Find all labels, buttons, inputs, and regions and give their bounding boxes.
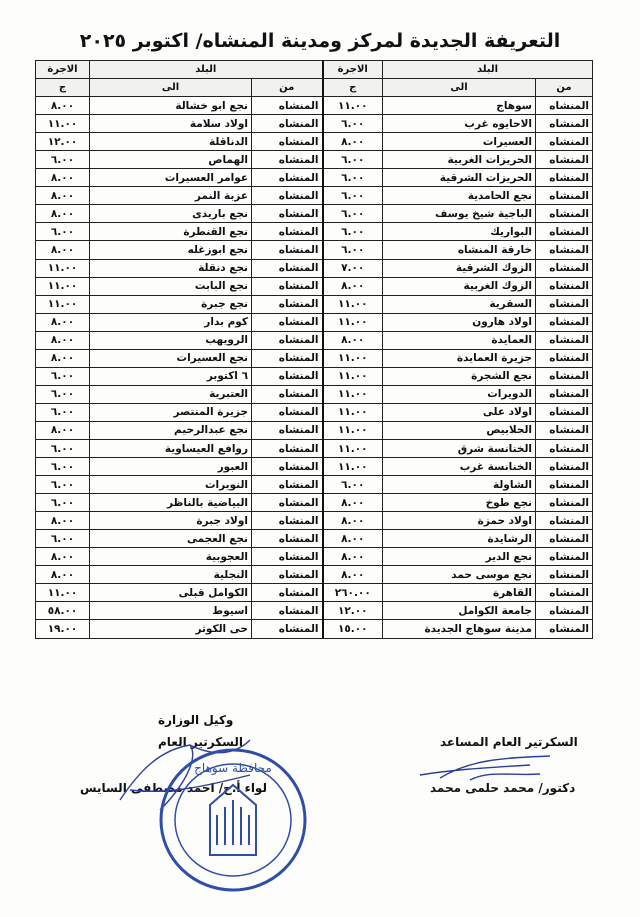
table-row (36, 259, 593, 277)
fare-cell-right: ٦.٠٠ (323, 115, 383, 133)
from-cell-left: المنشاه (252, 403, 323, 421)
header-fare-left: الاجرة (36, 61, 90, 79)
table-row (36, 494, 593, 512)
from-cell-right: المنشاه (536, 494, 593, 512)
table-row (36, 187, 593, 205)
table-row (36, 476, 593, 494)
from-cell-right: المنشاه (536, 313, 593, 331)
to-cell-left: ٦ اكتوبر (90, 367, 252, 385)
fare-cell-left: ٦.٠٠ (36, 367, 90, 385)
fare-cell-right: ٨.٠٠ (323, 530, 383, 548)
fare-cell-right: ٦.٠٠ (323, 223, 383, 241)
fare-cell-right: ١١.٠٠ (323, 439, 383, 457)
to-cell-right: السقرية (383, 295, 536, 313)
fare-cell-right: ٨.٠٠ (323, 512, 383, 530)
to-cell-left: جزيرة المنتصر (90, 403, 252, 421)
from-cell-left: المنشاه (252, 151, 323, 169)
table-row (36, 313, 593, 331)
from-cell-left: المنشاه (252, 439, 323, 457)
fare-cell-left: ٨.٠٠ (36, 421, 90, 439)
from-cell-right: المنشاه (536, 259, 593, 277)
fare-cell-right: ١١.٠٠ (323, 421, 383, 439)
to-cell-left: نجع جبرة (90, 295, 252, 313)
fare-cell-left: ٨.٠٠ (36, 512, 90, 530)
table-row (36, 151, 593, 169)
to-cell-left: نجع البابت (90, 277, 252, 295)
to-cell-left: نجع عبدالرحيم (90, 421, 252, 439)
from-cell-left: المنشاه (252, 349, 323, 367)
fare-cell-right: ٦.٠٠ (323, 241, 383, 259)
from-cell-right: المنشاه (536, 205, 593, 223)
from-cell-right: المنشاه (536, 458, 593, 476)
assistant-secretary-title: السكرتير العام المساعد (440, 735, 578, 749)
from-cell-left: المنشاه (252, 187, 323, 205)
fare-cell-right: ١١.٠٠ (323, 295, 383, 313)
to-cell-left: العتبرية (90, 385, 252, 403)
table-row (36, 205, 593, 223)
fare-cell-right: ١١.٠٠ (323, 458, 383, 476)
from-cell-left: المنشاه (252, 512, 323, 530)
from-cell-left: المنشاه (252, 169, 323, 187)
to-cell-right: الشاولة (383, 476, 536, 494)
to-cell-right: الحريزات الغربية (383, 151, 536, 169)
fare-cell-right: ٦.٠٠ (323, 151, 383, 169)
to-cell-right: اولاد على (383, 403, 536, 421)
fare-cell-left: ٦.٠٠ (36, 385, 90, 403)
table-row (36, 115, 593, 133)
to-cell-left: الدناقلة (90, 133, 252, 151)
from-cell-right: المنشاه (536, 169, 593, 187)
table-row (36, 530, 593, 548)
secretary-general-title: السكرتير العام (158, 735, 244, 749)
fare-cell-right: ١١.٠٠ (323, 97, 383, 115)
from-cell-right: المنشاه (536, 602, 593, 620)
header-row-1 (36, 61, 593, 79)
to-cell-right: العسيرات (383, 133, 536, 151)
fare-cell-left: ٨.٠٠ (36, 349, 90, 367)
from-cell-right: المنشاه (536, 223, 593, 241)
to-cell-right: مدينة سوهاج الجديدة (383, 620, 536, 638)
fare-cell-left: ٦.٠٠ (36, 151, 90, 169)
fare-cell-left: ٦.٠٠ (36, 439, 90, 457)
to-cell-left: نجع ابوزغله (90, 241, 252, 259)
to-cell-right: الرشايدة (383, 530, 536, 548)
to-cell-right: نجع الشجرة (383, 367, 536, 385)
table-row (36, 97, 593, 115)
fare-cell-left: ٨.٠٠ (36, 331, 90, 349)
from-cell-left: المنشاه (252, 277, 323, 295)
from-cell-left: المنشاه (252, 295, 323, 313)
fare-cell-right: ٨.٠٠ (323, 133, 383, 151)
table-row (36, 512, 593, 530)
table-row (36, 277, 593, 295)
to-cell-left: كوم بدار (90, 313, 252, 331)
fare-cell-right: ٦.٠٠ (323, 169, 383, 187)
to-cell-left: عوامر العسيرات (90, 169, 252, 187)
to-cell-right: نجع الدير (383, 548, 536, 566)
fare-cell-right: ٨.٠٠ (323, 331, 383, 349)
to-cell-left: اولاد جبرة (90, 512, 252, 530)
to-cell-left: اسيوط (90, 602, 252, 620)
tariff-body (36, 97, 593, 638)
from-cell-left: المنشاه (252, 584, 323, 602)
fare-cell-left: ٦.٠٠ (36, 458, 90, 476)
fare-cell-right: ١١.٠٠ (323, 385, 383, 403)
table-row (36, 458, 593, 476)
to-cell-left: نجع القنطرة (90, 223, 252, 241)
from-cell-left: المنشاه (252, 566, 323, 584)
to-cell-right: نجع الحامدية (383, 187, 536, 205)
header-country-left: البلد (90, 61, 323, 79)
to-cell-right: سوهاج (383, 97, 536, 115)
to-cell-left: حى الكوثر (90, 620, 252, 638)
table-row (36, 620, 593, 638)
header-currency-left: ج (36, 79, 90, 97)
fare-cell-right: ١٥.٠٠ (323, 620, 383, 638)
to-cell-right: خارقة المنشاه (383, 241, 536, 259)
to-cell-left: البياضية بالناظر (90, 494, 252, 512)
table-row (36, 421, 593, 439)
from-cell-left: المنشاه (252, 602, 323, 620)
from-cell-left: المنشاه (252, 331, 323, 349)
to-cell-left: العجوبية (90, 548, 252, 566)
table-row (36, 241, 593, 259)
table-row (36, 331, 593, 349)
fare-cell-right: ١٢.٠٠ (323, 602, 383, 620)
fare-cell-right: ٨.٠٠ (323, 494, 383, 512)
to-cell-left: نجع باريدى (90, 205, 252, 223)
from-cell-right: المنشاه (536, 421, 593, 439)
to-cell-left: نجع ابو خشالة (90, 97, 252, 115)
official-stamp (155, 745, 310, 895)
fare-cell-right: ٨.٠٠ (323, 548, 383, 566)
from-cell-right: المنشاه (536, 151, 593, 169)
to-cell-right: الخنانسة شرق (383, 439, 536, 457)
fare-cell-right: ١١.٠٠ (323, 349, 383, 367)
header-to-right: الى (383, 79, 536, 97)
fare-cell-left: ١٩.٠٠ (36, 620, 90, 638)
fare-cell-left: ١١.٠٠ (36, 584, 90, 602)
to-cell-right: البواريك (383, 223, 536, 241)
page-title: التعريفة الجديدة لمركز ومدينة المنشاه/ اكتوبر ٢٠٢٥ (79, 30, 561, 52)
fare-cell-left: ١١.٠٠ (36, 259, 90, 277)
fare-cell-left: ٨.٠٠ (36, 241, 90, 259)
fare-cell-right: ١١.٠٠ (323, 313, 383, 331)
tariff-table (35, 60, 593, 639)
header-to-left: الى (90, 79, 252, 97)
fare-cell-left: ٨.٠٠ (36, 169, 90, 187)
stamp-text: محافظة سوهاج (194, 761, 272, 775)
to-cell-right: جامعة الكوامل (383, 602, 536, 620)
from-cell-right: المنشاه (536, 277, 593, 295)
table-row (36, 367, 593, 385)
to-cell-right: الحريزات الشرقية (383, 169, 536, 187)
from-cell-right: المنشاه (536, 584, 593, 602)
to-cell-right: العمايدة (383, 331, 536, 349)
header-country-right: البلد (383, 61, 593, 79)
to-cell-left: نجع العسيرات (90, 349, 252, 367)
fare-cell-left: ٦.٠٠ (36, 476, 90, 494)
from-cell-right: المنشاه (536, 512, 593, 530)
to-cell-left: الهماص (90, 151, 252, 169)
fare-cell-left: ٦.٠٠ (36, 530, 90, 548)
from-cell-left: المنشاه (252, 421, 323, 439)
fare-cell-right: ٦.٠٠ (323, 476, 383, 494)
to-cell-right: اولاد حمزة (383, 512, 536, 530)
fare-cell-left: ٨.٠٠ (36, 313, 90, 331)
fare-cell-left: ٨.٠٠ (36, 205, 90, 223)
to-cell-right: الباجية شيخ يوسف (383, 205, 536, 223)
fare-cell-left: ٦.٠٠ (36, 223, 90, 241)
table-row (36, 584, 593, 602)
fare-cell-left: ٥٨.٠٠ (36, 602, 90, 620)
from-cell-left: المنشاه (252, 205, 323, 223)
assistant-secretary-signature (410, 740, 560, 790)
from-cell-right: المنشاه (536, 620, 593, 638)
table-row (36, 133, 593, 151)
fare-cell-left: ٨.٠٠ (36, 566, 90, 584)
table-row (36, 169, 593, 187)
fare-cell-left: ٨.٠٠ (36, 187, 90, 205)
fare-cell-right: ٦.٠٠ (323, 205, 383, 223)
from-cell-right: المنشاه (536, 349, 593, 367)
from-cell-left: المنشاه (252, 458, 323, 476)
from-cell-right: المنشاه (536, 566, 593, 584)
table-row (36, 295, 593, 313)
from-cell-right: المنشاه (536, 133, 593, 151)
to-cell-right: نجع طوخ (383, 494, 536, 512)
to-cell-right: نجع موسى حمد (383, 566, 536, 584)
from-cell-left: المنشاه (252, 548, 323, 566)
assistant-secretary-name: دكتور/ محمد حلمى محمد (430, 781, 576, 795)
from-cell-right: المنشاه (536, 115, 593, 133)
from-cell-right: المنشاه (536, 385, 593, 403)
to-cell-left: نجع دنقلة (90, 259, 252, 277)
fare-cell-right: ٢٦٠.٠٠ (323, 584, 383, 602)
from-cell-left: المنشاه (252, 530, 323, 548)
fare-cell-right: ٦.٠٠ (323, 187, 383, 205)
from-cell-right: المنشاه (536, 403, 593, 421)
fare-cell-right: ٧.٠٠ (323, 259, 383, 277)
table-row (36, 548, 593, 566)
from-cell-left: المنشاه (252, 620, 323, 638)
from-cell-left: المنشاه (252, 259, 323, 277)
fare-cell-right: ٨.٠٠ (323, 566, 383, 584)
to-cell-left: نجع العجمى (90, 530, 252, 548)
table-row (36, 349, 593, 367)
from-cell-right: المنشاه (536, 331, 593, 349)
fare-cell-left: ١١.٠٠ (36, 277, 90, 295)
fare-cell-right: ١١.٠٠ (323, 403, 383, 421)
from-cell-right: المنشاه (536, 367, 593, 385)
from-cell-right: المنشاه (536, 439, 593, 457)
fare-cell-left: ٨.٠٠ (36, 97, 90, 115)
to-cell-left: النجلية (90, 566, 252, 584)
to-cell-left: الرويهب (90, 331, 252, 349)
table-row (36, 439, 593, 457)
to-cell-right: القاهرة (383, 584, 536, 602)
to-cell-left: الكوامل قبلى (90, 584, 252, 602)
from-cell-left: المنشاه (252, 223, 323, 241)
from-cell-right: المنشاه (536, 295, 593, 313)
fare-cell-left: ١١.٠٠ (36, 115, 90, 133)
to-cell-right: الزوك الغربية (383, 277, 536, 295)
from-cell-right: المنشاه (536, 97, 593, 115)
fare-cell-right: ٨.٠٠ (323, 277, 383, 295)
to-cell-right: اولاد هارون (383, 313, 536, 331)
header-from-right: من (536, 79, 593, 97)
from-cell-right: المنشاه (536, 476, 593, 494)
fare-cell-left: ٨.٠٠ (36, 548, 90, 566)
from-cell-left: المنشاه (252, 385, 323, 403)
from-cell-left: المنشاه (252, 115, 323, 133)
fare-cell-left: ١١.٠٠ (36, 295, 90, 313)
to-cell-left: عزبة النمر (90, 187, 252, 205)
to-cell-right: الحلابيص (383, 421, 536, 439)
fare-cell-left: ٦.٠٠ (36, 403, 90, 421)
table-row (36, 566, 593, 584)
fare-cell-left: ٦.٠٠ (36, 494, 90, 512)
from-cell-left: المنشاه (252, 494, 323, 512)
table-row (36, 223, 593, 241)
table-row (36, 385, 593, 403)
fare-cell-left: ١٢.٠٠ (36, 133, 90, 151)
to-cell-right: الدويرات (383, 385, 536, 403)
table-row (36, 403, 593, 421)
to-cell-right: الخنانسة غرب (383, 458, 536, 476)
from-cell-right: المنشاه (536, 530, 593, 548)
to-cell-left: العبور (90, 458, 252, 476)
from-cell-right: المنشاه (536, 241, 593, 259)
from-cell-left: المنشاه (252, 367, 323, 385)
from-cell-left: المنشاه (252, 97, 323, 115)
from-cell-left: المنشاه (252, 476, 323, 494)
to-cell-right: جزيرة العمايدة (383, 349, 536, 367)
header-row-2 (36, 79, 593, 97)
header-currency-right: ج (323, 79, 383, 97)
from-cell-left: المنشاه (252, 241, 323, 259)
undersecretary-title: وكيل الوزارة (158, 713, 234, 727)
from-cell-left: المنشاه (252, 313, 323, 331)
to-cell-left: اولاد سلامة (90, 115, 252, 133)
from-cell-left: المنشاه (252, 133, 323, 151)
to-cell-left: النويرات (90, 476, 252, 494)
to-cell-right: الزوك الشرقية (383, 259, 536, 277)
fare-cell-right: ١١.٠٠ (323, 367, 383, 385)
to-cell-left: روافع العيساوية (90, 439, 252, 457)
secretary-general-name: لواء أ.ح/ احمد مصطفى السايس (80, 781, 267, 795)
header-from-left: من (252, 79, 323, 97)
table-row (36, 602, 593, 620)
to-cell-right: الاحايوه غرب (383, 115, 536, 133)
from-cell-right: المنشاه (536, 187, 593, 205)
from-cell-right: المنشاه (536, 548, 593, 566)
header-fare-right: الاجرة (323, 61, 383, 79)
